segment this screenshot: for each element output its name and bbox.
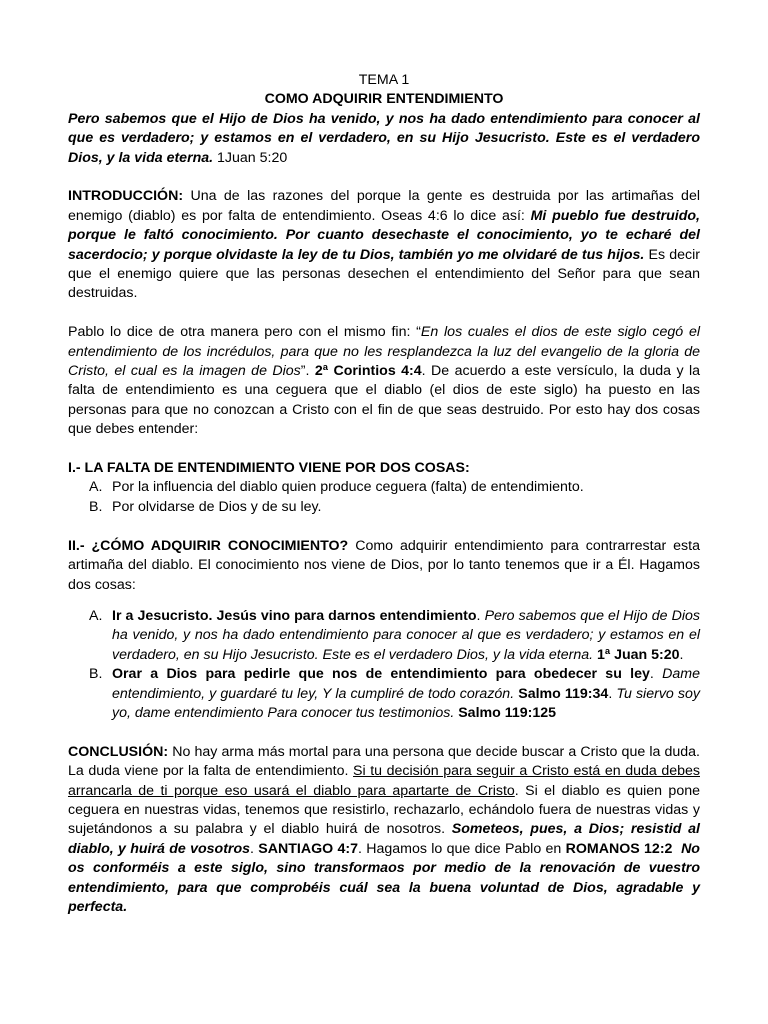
section-1-list <box>68 478 700 517</box>
section-2-heading: II.- ¿CÓMO ADQUIRIR CONOCIMIENTO? <box>68 537 349 554</box>
list-marker: A. <box>89 607 103 624</box>
epigraph <box>68 110 700 168</box>
salmo-quote: Tu siervo soy yo, dame entendimiento Para conocer tus testimonios. <box>112 685 700 721</box>
corintios-reference: 2ª Corintios 4:4 <box>314 363 422 380</box>
list-item-end: . <box>679 646 684 663</box>
list-item-separator: . <box>649 666 654 683</box>
list-item-text: Por olvidarse de Dios y de su ley. <box>112 498 322 515</box>
list-marker: B. <box>89 498 103 515</box>
juan-reference: 1ª Juan 5:20 <box>597 646 680 663</box>
conclusion-text: . <box>250 840 254 857</box>
list-item <box>68 498 700 517</box>
romanos-reference: ROMANOS 12:2 <box>565 840 673 857</box>
oseas-quote: Mi pueblo fue destruido, porque le faltó conocimiento. Por cuanto desechaste el conocimiento, yo te echaré del sacerdocio; y porque olvidaste la ley de tu Dios, también yo me olvidaré de tus hijos. <box>68 207 700 263</box>
introduction-paragraph <box>68 187 700 303</box>
introduction-text-end: Es decir que el enemigo quiere que las personas desechen el entendimiento del Señor para que sean destruidas. <box>68 246 700 302</box>
introduction-text: Una de las razones del porque la gente es destruida por las artimañas del enemigo (diablo) es por falta de entendimiento. Oseas 4:6 lo dice así: <box>68 188 700 224</box>
list-item-separator: . <box>608 685 613 702</box>
epigraph-quote: Pero sabemos que el Hijo de Dios ha venido, y nos ha dado entendimiento para conocer al que es verdadero; y estamos en el verdadero, en su Hijo Jesucristo. Este es el verdadero Dios, y la vida eterna. <box>68 110 700 166</box>
list-item <box>68 607 700 665</box>
introduction-label: INTRODUCCIÓN: <box>68 188 184 205</box>
corintios-quote: En los cuales el dios de este siglo cegó el entendimiento de los incrédulos, para que no les resplandezca la luz del evangelio de la gloria de Cristo, el cual es la imagen de Dios <box>68 324 700 380</box>
conclusion-paragraph <box>68 743 700 918</box>
section-2-text: Como adquirir entendimiento para contrarrestar esta artimaña del diablo. El conocimiento nos viene de Dios, por lo tanto tenemos que ir a Él. Hagamos dos cosas: <box>68 537 700 593</box>
pablo-quote-close: ”. <box>300 363 310 380</box>
conclusion-text: . Si el diablo es quien pone ceguera en nuestras vidas, tenemos que resistirlo, rechazarlo, echándolo fuera de nuestras vidas y sujetándonos a su palabra y el diablo huirá de nosotros. <box>68 782 700 838</box>
pablo-text: Pablo lo dice de otra manera pero con el mismo fin: “ <box>68 324 421 341</box>
list-item-text: Por la influencia del diablo quien produce ceguera (falta) de entendimiento. <box>112 479 584 496</box>
section-1-heading: I.- LA FALTA DE ENTENDIMIENTO VIENE POR DOS COSAS: <box>68 460 470 477</box>
conclusion-text: No hay arma más mortal para una persona que decide buscar a Cristo que la duda. La duda viene por la falta de entendimiento. <box>68 743 700 780</box>
juan-quote: Pero sabemos que el Hijo de Dios ha venido, y nos ha dado entendimiento para conocer al que es verdadero; y estamos en el verdadero, en su Hijo Jesucristo. Este es el verdadero Dios, y la vida eterna. <box>112 607 700 663</box>
list-item <box>68 478 700 497</box>
conclusion-text: . Hagamos lo que dice Pablo en <box>357 840 562 857</box>
conclusion-label: CONCLUSIÓN: <box>68 743 169 760</box>
list-item <box>68 665 700 723</box>
santiago-quote: Someteos, pues, a Dios; resistid al diablo, y huirá de vosotros <box>68 821 700 857</box>
list-item-bold: Ir a Jesucristo. Jesús vino para darnos entendimiento <box>112 607 477 624</box>
salmo-quote: Dame entendimiento, y guardaré tu ley, Y la cumpliré de todo corazón. <box>112 666 700 702</box>
tema-label: TEMA 1 <box>358 72 410 88</box>
epigraph-reference: 1Juan 5:20 <box>217 149 288 166</box>
document-title: COMO ADQUIRIR ENTENDIMIENTO <box>264 91 504 108</box>
salmo-reference: Salmo 119:125 <box>458 704 557 721</box>
section-2-paragraph <box>68 537 700 595</box>
pablo-text-end: . De acuerdo a este versículo, la duda y la falta de entendimiento es una ceguera que el diablo (el dios de este siglo) ha puesto en las personas para que no conozcan a Cristo con el fin de que seas destruido. Por esto hay dos cosas que debes entender: <box>68 363 701 438</box>
list-marker: B. <box>89 666 103 683</box>
santiago-reference: SANTIAGO 4:7 <box>258 840 358 857</box>
list-item-separator: . <box>476 607 481 624</box>
pablo-paragraph <box>68 323 700 439</box>
document-page <box>68 71 700 917</box>
romanos-quote: No os conforméis a este siglo, sino transformaos por medio de la renovación de vuestro entendimiento, para que comprobéis cuál sea la buena voluntad de Dios, agradable y perfecta. <box>68 840 700 915</box>
list-marker: A. <box>89 479 103 496</box>
salmo-reference: Salmo 119:34 <box>518 685 609 702</box>
section-2-list <box>68 607 700 723</box>
list-item-bold: Orar a Dios para pedirle que nos de entendimiento para obedecer su ley <box>112 666 650 683</box>
conclusion-underlined-text: Si tu decisión para seguir a Cristo está en duda debes arrancarla de ti porque eso usará el diablo para apartarte de Cristo <box>68 763 700 799</box>
